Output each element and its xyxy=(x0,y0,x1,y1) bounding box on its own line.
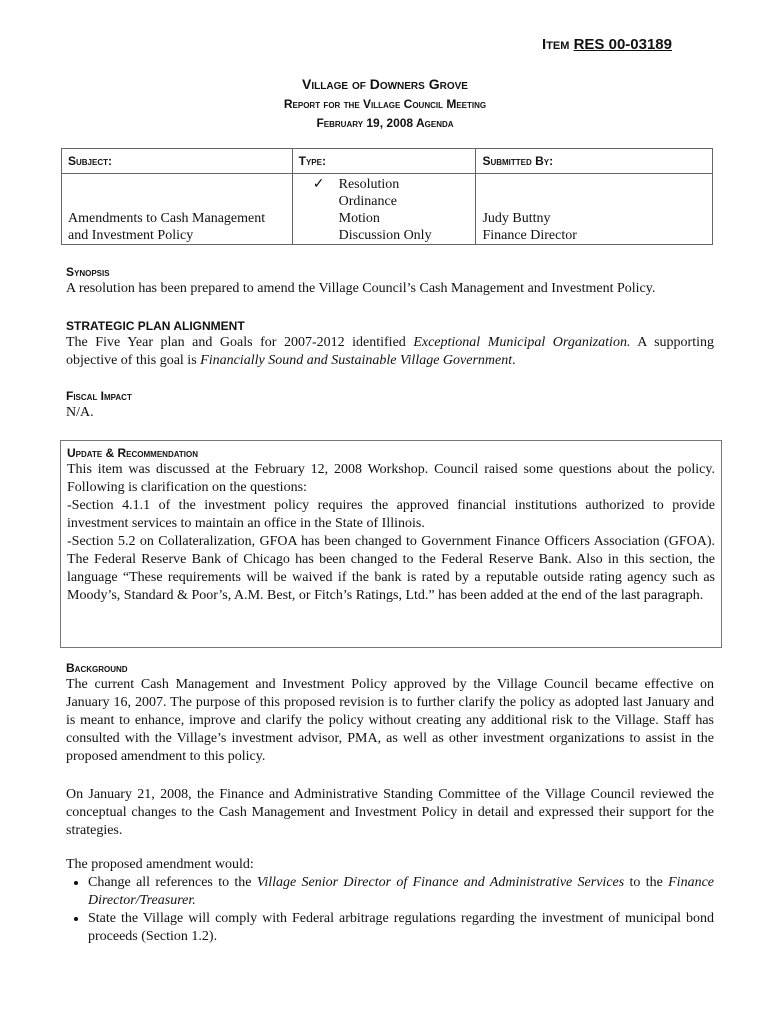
item-code: RES 00-03189 xyxy=(573,36,672,53)
report-title: Report for the Village Council Meeting xyxy=(283,97,487,111)
submitter-cell xyxy=(476,174,713,245)
item-number xyxy=(542,36,672,53)
type-option: Ordinance xyxy=(338,194,397,209)
synopsis-section xyxy=(66,264,714,298)
agenda-date: February 19, 2008 Agenda xyxy=(316,116,454,130)
type-cell xyxy=(292,174,476,245)
fiscal-text: N/A. xyxy=(66,405,94,420)
subject-line: and Investment Policy xyxy=(68,228,194,243)
fiscal-section xyxy=(66,388,714,422)
org-title: Village of Downers Grove xyxy=(302,76,468,92)
strategic-heading: STRATEGIC PLAN ALIGNMENT xyxy=(66,319,245,333)
submitter-name: Judy Buttny xyxy=(482,211,551,226)
update-paragraph: This item was discussed at the February 12, 2008 Workshop. Council raised some questions about the policy. Following is clarification on the questions: xyxy=(67,462,715,495)
list-item: • State the Village will comply with Federal arbitrage regulations regarding the investment of municipal bond proceeds (Section 1.2). xyxy=(88,910,714,946)
background-section xyxy=(66,660,714,766)
fiscal-heading: Fiscal Impact xyxy=(66,389,132,403)
synopsis-text: A resolution has been prepared to amend the Village Council’s Cash Management and Investment Policy. xyxy=(66,281,656,296)
type-option: Discussion Only xyxy=(338,228,432,243)
update-recommendation-box xyxy=(60,440,722,648)
checkmark-icon: ✓ xyxy=(312,177,325,192)
info-table xyxy=(61,148,713,245)
background-paragraph-2: On January 21, 2008, the Finance and Administrative Standing Committee of the Village Council reviewed the conceptual changes to the Cash Management and Investment Policy in detail and expressed their support for the strategies. xyxy=(66,787,714,838)
background-paragraph-3 xyxy=(66,856,714,946)
synopsis-heading: Synopsis xyxy=(66,265,110,279)
subject-cell xyxy=(62,174,293,245)
list-item: • Change all references to the Village Senior Director of Finance and Administrative Services to the Finance Director/Treasurer. xyxy=(88,874,714,910)
subject-line: Amendments to Cash Management xyxy=(68,211,266,226)
strategic-section xyxy=(66,318,714,370)
item-prefix: Item xyxy=(542,36,570,53)
submitted-header: Submitted By: xyxy=(476,149,713,174)
update-paragraph: -Section 5.2 on Collateralization, GFOA has been changed to Government Finance Officers Association (GFOA). The Federal Reserve Bank of Chicago has been changed to the Federal Reserve Bank. Also in this section, the language “These requirements will be waived if the bank is rated by a reputable outside rating agency such as Moody’s, Standard & Poor’s, A.M. Best, or Fitch’s Ratings, Ltd.” has been added at the end of the last paragraph. xyxy=(67,534,715,603)
update-heading: Update & Recommendation xyxy=(67,446,199,460)
submitter-title: Finance Director xyxy=(482,228,577,243)
amendment-intro: The proposed amendment would: xyxy=(66,857,254,872)
subject-header: Subject: xyxy=(62,149,293,174)
strategic-text: The Five Year plan and Goals for 2007-2012 identified Exceptional Municipal Organization. A supporting objective of this goal is Financially Sound and Sustainable Village Government. xyxy=(66,335,714,368)
type-option: Resolution xyxy=(338,177,400,192)
type-option: Motion xyxy=(338,211,380,226)
background-heading: Background xyxy=(66,661,128,675)
update-paragraph: -Section 4.1.1 of the investment policy requires the approved financial institutions authorized to provide investment services to maintain an office in the State of Illinois. xyxy=(67,498,715,531)
type-header: Type: xyxy=(292,149,476,174)
amendment-list xyxy=(66,874,714,946)
background-paragraph: The current Cash Management and Investment Policy approved by the Village Council became effective on January 16, 2007. The purpose of this proposed revision is to further clarify the policy as adopted last January and is meant to enhance, improve and clarify the policy without creating any additional risk to the Village. Staff has consulted with the Village’s investment advisor, PMA, as well as other investment organizations to assist in the proposed amendment to this policy. xyxy=(66,677,714,764)
